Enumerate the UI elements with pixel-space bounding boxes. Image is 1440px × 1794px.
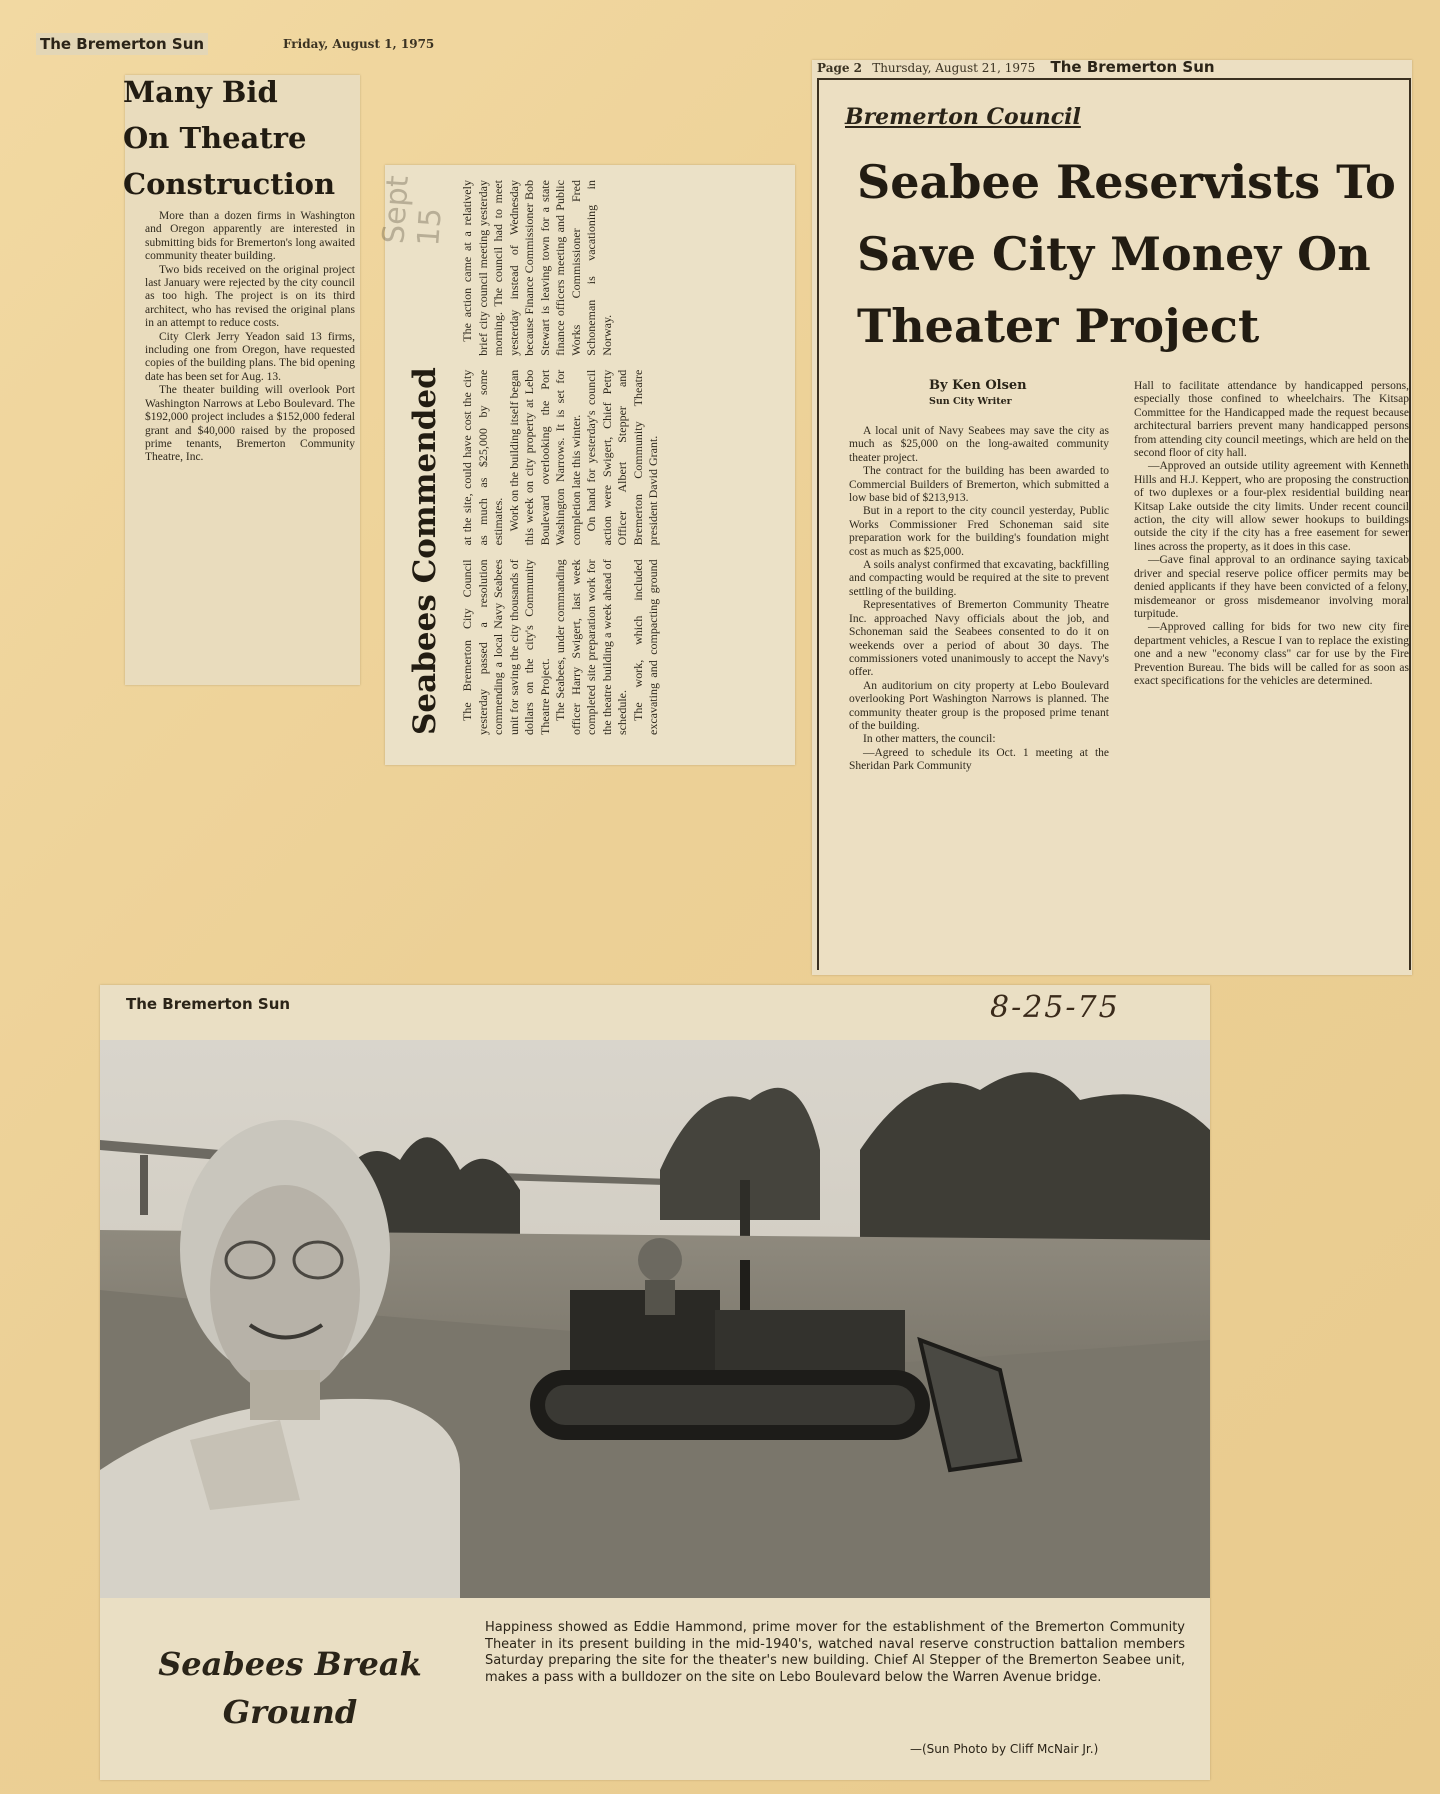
- paragraph: On hand for yesterday's council action were Swigert, Chief Petty Officer Albert Stepper and Bremerton Community Theatre president David Grant.: [584, 369, 660, 546]
- photo-credit: —(Sun Photo by Cliff McNair Jr.): [910, 1742, 1099, 1756]
- paragraph: A soils analyst confirmed that excavating, backfilling and compacting would be required at the site to prevent settling of the building.: [849, 559, 1109, 598]
- rotated-content: [376, 165, 795, 765]
- paragraph: —Approved calling for bids for two new city fire department vehicles, a Rescue I van to replace the existing one and a new "economy class" car for use by the Fire Prevention Bureau. The bids will be called for as soon as exact specifications for the vehicles are determined.: [1134, 621, 1409, 687]
- clipping3-headline: Seabee Reservists To Save City Money On Theater Project: [857, 155, 1396, 353]
- clipping3-header: [817, 57, 1215, 76]
- clipping-many-bid: [125, 75, 360, 685]
- clipping1-headline: [123, 69, 363, 207]
- caption-title: [120, 1640, 460, 1736]
- clipping1-dateline: Friday, August 1, 1975: [283, 37, 435, 51]
- news-photo: [100, 1040, 1210, 1598]
- clipping-seabee-reservists: [812, 60, 1412, 975]
- clipping2-body: [460, 180, 780, 735]
- headline-line: Construction: [123, 167, 336, 201]
- clipping1-body: [145, 210, 355, 465]
- clipping3-right-column: [1134, 380, 1409, 688]
- page-number: Page 2: [817, 61, 863, 75]
- paragraph: The Seabees, under commanding officer Harry Swigert, last week completed site preparation work for the theatre building a week ahead of schedule.: [553, 559, 629, 735]
- headline-line: On Theatre: [123, 121, 307, 155]
- paragraph: —Approved an outside utility agreement with Kenneth Hills and H.J. Keppert, who are proposing the construction of two duplexes or a four-plex residential building near Kitsap Lake outside the city limits. Under recent council action, the city will allow sewer hookups to buildings outside the city if the city has a free easement for sewer lines across the property, as it does in this case.: [1134, 460, 1409, 553]
- clipping3-left-column: [849, 425, 1109, 774]
- headline-line: Many Bid: [123, 75, 278, 109]
- caption-title-line: Ground: [222, 1693, 358, 1731]
- paragraph: The theater building will overlook Port Washington Narrows at Lebo Boulevard. The $192,000 project includes a $152,000 federal grant and $40,000 raised by the proposed prime tenants, Bremerton Community Theatre, Inc.: [145, 384, 355, 464]
- paragraph: But in a report to the city council yesterday, Public Works Commissioner Fred Schoneman said site preparation work for the building's foundation might cost as much as $25,000.: [849, 505, 1109, 558]
- paragraph: —Gave final approval to an ordinance saying taxicab driver and special reserve police officer permits may be denied applicants if they have been convicted of a felony, misdemeanor or gross misdemeanor involving moral turpitude.: [1134, 554, 1409, 620]
- clipping-seabees-break-ground: [100, 985, 1210, 1780]
- paragraph: Work on the building itself began this week on city property at Lebo Boulevard overlooking the Port Washington Narrows. It is set for completion late this winter.: [506, 369, 583, 546]
- byline-role: Sun City Writer: [929, 396, 1012, 407]
- paragraph: In other matters, the council:: [863, 733, 996, 746]
- paragraph: The work, which included excavating and compacting ground at the site, could have cost the city as much as $25,000 by some estimates.: [460, 369, 660, 735]
- paragraph: Representatives of Bremerton Community Theatre Inc. approached Navy officials about the job, and Schoneman said the Seabees consented to do it on weekends over a period of about 30 days. The commissioners voted unanimously to accept the Navy's offer.: [849, 599, 1109, 679]
- clipping2-headline: Seabees Commended: [407, 367, 443, 735]
- paragraph: —Agreed to schedule its Oct. 1 meeting at the Sheridan Park Community: [849, 746, 1109, 773]
- byline: By Ken Olsen: [929, 378, 1027, 393]
- photo-caption: Happiness showed as Eddie Hammond, prime mover for the establishment of the Bremerton Community Theater in its present building in the mid-1940's, watched naval reserve construction battalion members Saturday preparing the site for the theater's new building. Chief Al Stepper of the Bremerton Seabee unit, makes a pass with a bulldozer on the site on Lebo Boulevard below the Warren Avenue bridge.: [485, 1620, 1185, 1685]
- paragraph: The contract for the building has been awarded to Commercial Builders of Bremerton, which submitted a low base bid of $213,913.: [849, 465, 1109, 505]
- masthead: The Bremerton Sun: [1050, 58, 1215, 76]
- paragraph: A local unit of Navy Seabees may save the city as much as $25,000 on the long-awaited community theater project.: [849, 425, 1109, 464]
- clipping4-masthead: The Bremerton Sun: [126, 995, 291, 1013]
- kicker: Bremerton Council: [845, 104, 1081, 130]
- handwritten-date: 8-25-75: [990, 990, 1120, 1025]
- paragraph: The Bremerton City Council yesterday passed a resolution commending a local Navy Seabees unit for saving the city thousands of dollars on the city's Community Theatre Project.: [460, 559, 552, 735]
- article-border: [817, 78, 1411, 970]
- paragraph: More than a dozen firms in Washington and Oregon apparently are interested in submitting bids for Bremerton's long awaited community theater building.: [145, 210, 355, 263]
- paragraph: The action came at a relatively brief city council meeting yesterday morning. The council had to meet yesterday instead of Wednesday because Finance Commissioner Bob Stewart is leaving town for a state finance officers meeting and Public Works Commissioner Fred Schoneman is vacationing in Norway.: [460, 180, 614, 356]
- clipping1-masthead: The Bremerton Sun: [36, 33, 208, 55]
- photo-illustration: [100, 1040, 1210, 1598]
- paragraph: Hall to facilitate attendance by handicapped persons, especially those confined to wheelchairs. The Kitsap Committee for the Handicapped made the request because architectural barriers prevent many handicapped persons from attending city council meetings, which are held on the second floor of city hall.: [1134, 380, 1409, 460]
- caption-title-line: Seabees Break: [158, 1645, 422, 1683]
- paragraph: City Clerk Jerry Yeadon said 13 firms, including one from Oregon, have requested copies of the building plans. The bid opening date has been set for Aug. 13.: [145, 330, 355, 383]
- clipping-seabees-commended: [376, 165, 795, 765]
- paragraph: An auditorium on city property at Lebo Boulevard overlooking Port Washington Narrows is planned. The community theater group is the proposed prime tenant of the building.: [849, 679, 1109, 732]
- paragraph: Two bids received on the original project last January were rejected by the city council as too high. The project is on its third architect, who has revised the original plans in an attempt to reduce costs.: [145, 263, 355, 330]
- dateline: Thursday, August 21, 1975: [872, 61, 1036, 75]
- pencil-note: Sept 15: [376, 174, 449, 248]
